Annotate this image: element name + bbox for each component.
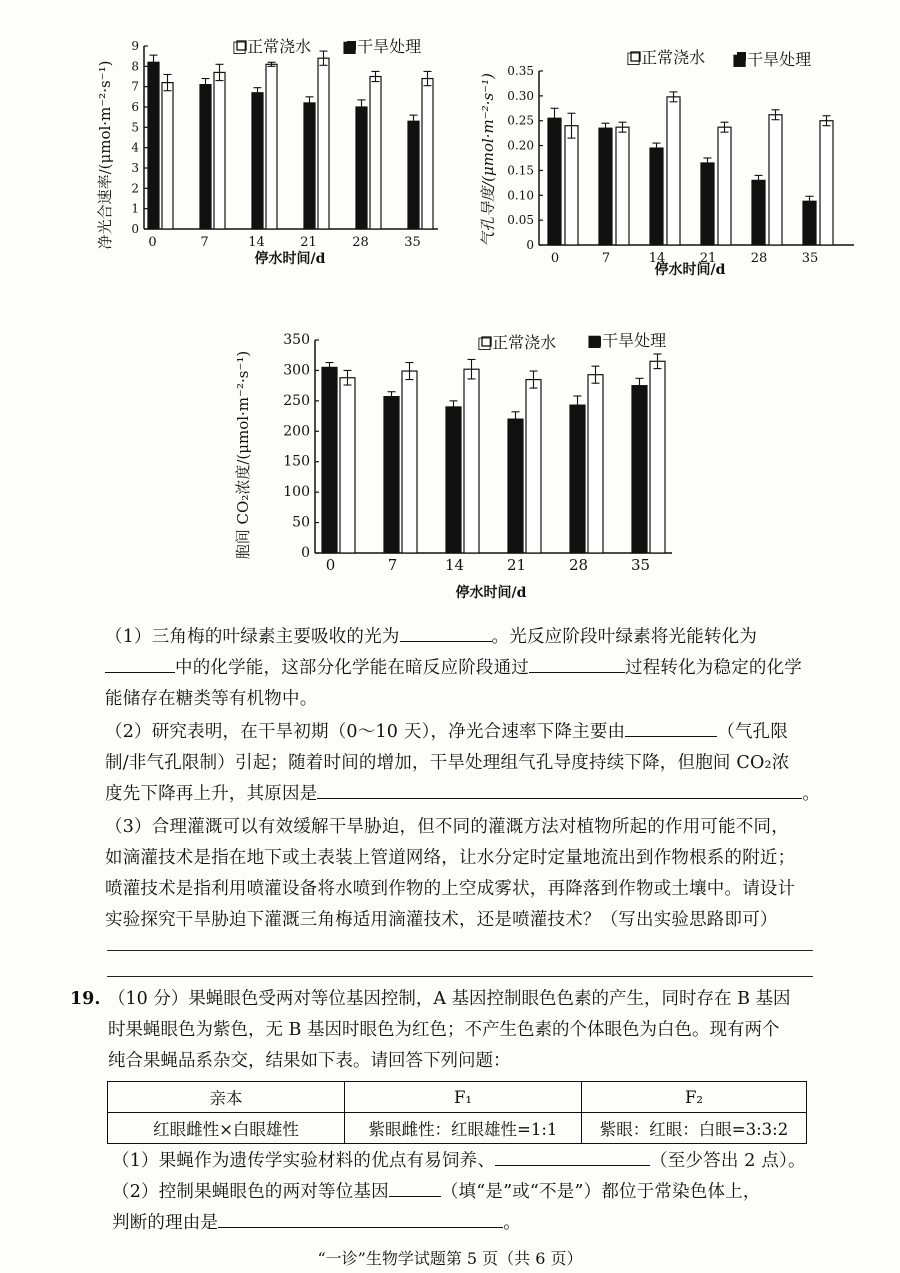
bar	[526, 380, 541, 553]
question-19-parts	[112, 1146, 852, 1239]
text: （至少答出 2 点）。	[650, 1151, 806, 1171]
text: （2）研究表明，在干旱初期（0～10 天），净光合速率下降主要由	[105, 722, 626, 742]
x-tick-label: 14	[648, 251, 666, 266]
bar	[616, 127, 629, 245]
bar	[402, 371, 417, 553]
x-tick-label: 7	[601, 251, 611, 266]
x-axis-label: 停水时间/d	[654, 262, 726, 278]
y-tick-label: 0.30	[507, 88, 534, 103]
x-tick-label: 0	[325, 556, 336, 574]
bar	[508, 419, 523, 553]
y-tick-label: 4	[131, 140, 139, 155]
x-tick-label: 28	[352, 235, 369, 250]
text: 中的化学能，这部分化学能在暗反应阶段通过	[175, 658, 529, 678]
table-row	[108, 1113, 807, 1144]
x-tick-label: 14	[248, 235, 265, 250]
y-tick-label: 0	[131, 222, 139, 236]
cross-results-table	[107, 1081, 807, 1144]
x-tick-label: 21	[699, 251, 717, 266]
text: 。	[802, 784, 821, 804]
bar	[370, 77, 381, 230]
y-tick-label: 0.20	[507, 138, 534, 153]
question-18-parts	[105, 622, 840, 936]
q18-part1-line1	[105, 622, 840, 653]
bar	[701, 163, 714, 245]
answer-blank[interactable]	[495, 1148, 650, 1167]
co2-concentration-chart	[220, 320, 700, 610]
q18-part3-line3: 喷灌技术是指利用喷灌设备将水喷到作物的上空成雾状，再降落到作物或土壤中。请设计	[105, 879, 796, 899]
x-tick-label: 7	[200, 235, 209, 250]
bar	[322, 367, 337, 553]
bar	[769, 115, 782, 245]
header-f2: F₂	[582, 1082, 807, 1113]
y-tick-label: 7	[131, 79, 139, 94]
bar	[820, 121, 833, 245]
q19-line1	[70, 984, 845, 1015]
bar	[588, 375, 603, 553]
bar	[214, 72, 225, 229]
x-tick-label: 0	[550, 251, 560, 266]
bar	[446, 407, 461, 553]
y-tick-label: 50	[292, 514, 310, 531]
q19-line3: 纯合果蝇品系杂交，结果如下表。请回答下列问题：	[108, 1051, 511, 1071]
bar	[200, 85, 211, 229]
text: 。	[503, 1213, 521, 1233]
answer-blank[interactable]	[389, 1179, 441, 1198]
plot-area	[131, 39, 438, 250]
y-axis-label: 净光合速率/(μmol·m⁻²·s⁻¹)	[96, 60, 114, 250]
y-tick-label: 0.10	[507, 188, 534, 203]
answer-line[interactable]	[107, 950, 813, 951]
y-tick-label: 1	[131, 201, 139, 216]
y-tick-label: 0.15	[507, 163, 534, 178]
bar	[464, 369, 479, 553]
q19-part2-line2	[112, 1208, 852, 1239]
text: （2）控制果蝇眼色的两对等位基因	[112, 1182, 389, 1202]
text: 度先下降再上升，其原因是	[105, 784, 318, 804]
header-parent: 亲本	[108, 1082, 345, 1113]
page-footer: “一诊”生物学试题第 5 页（共 6 页）	[317, 1249, 583, 1268]
y-tick-label: 8	[131, 59, 139, 74]
y-tick-label: 0.35	[507, 64, 534, 78]
q18-part2-line2: 制/非气孔限制）引起；随着时间的增加，干旱处理组气孔导度持续下降，但胞间 CO₂浓	[105, 753, 790, 773]
x-tick-label: 28	[568, 556, 589, 574]
bar	[803, 201, 816, 245]
y-tick-label: 0	[301, 545, 310, 561]
y-tick-label: 300	[283, 362, 310, 379]
y-tick-label: 100	[283, 484, 310, 501]
legend-drought: ■干旱处理	[587, 331, 667, 350]
bar	[408, 121, 419, 229]
bar	[667, 97, 680, 245]
legend-drought: ■干旱处理	[732, 50, 812, 69]
q19-part2-line1	[112, 1177, 852, 1208]
plot-area	[283, 332, 672, 574]
text: 。光反应阶段叶绿素将光能转化为	[491, 627, 758, 647]
q19-line2: 时果蝇眼色为紫色，无 B 基因时眼色为红色；不产生色素的个体眼色为白色。现有两个	[108, 1020, 780, 1040]
bar	[340, 378, 355, 553]
y-tick-label: 150	[283, 453, 310, 470]
y-tick-label: 3	[131, 161, 139, 175]
legend-drought: ■干旱处理	[342, 37, 422, 56]
bar	[356, 107, 367, 229]
q19-part1	[112, 1146, 852, 1177]
y-tick-label: 6	[131, 100, 139, 114]
text: （填“是”或“不是”）都位于常染色体上，	[440, 1182, 761, 1202]
bar	[650, 361, 665, 553]
y-tick-label: 0.05	[507, 213, 534, 228]
text: 过程转化为稳定的化学	[625, 658, 802, 678]
text: （气孔限	[717, 722, 789, 742]
text: （10 分）果蝇眼色受两对等位基因控制，A 基因控制眼色色素的产生，同时存在 B 基因	[108, 989, 791, 1009]
x-tick-label: 28	[750, 251, 768, 266]
stomatal-conductance-chart	[450, 0, 900, 285]
plot-area	[507, 64, 854, 266]
question-19	[70, 984, 845, 1077]
bar	[650, 148, 663, 245]
cell-f1: 紫眼雌性：红眼雄性=1:1	[345, 1113, 582, 1144]
bar	[148, 62, 159, 229]
answer-blank[interactable]	[218, 1210, 503, 1229]
text: （1）三角梅的叶绿素主要吸收的光为	[105, 627, 400, 647]
x-tick-label: 21	[300, 235, 317, 250]
x-axis-label: 停水时间/d	[254, 251, 326, 267]
bar	[599, 128, 612, 245]
bar	[266, 64, 277, 229]
x-tick-label: 35	[801, 251, 819, 266]
q18-part1-line2	[105, 653, 840, 684]
y-tick-label: 9	[131, 39, 139, 53]
y-tick-label: 250	[283, 392, 310, 409]
x-axis-label: 停水时间/d	[455, 585, 527, 601]
text: （1）果蝇作为遗传学实验材料的优点有易饲养、	[112, 1151, 496, 1171]
q18-part2-line1	[105, 717, 840, 748]
stomatal-chart-svg	[450, 0, 900, 285]
bar	[718, 127, 731, 245]
legend-normal: □正常浇水	[626, 48, 706, 67]
header-f1: F₁	[345, 1082, 582, 1113]
y-tick-label: 5	[131, 120, 139, 135]
y-tick-label: 0	[526, 238, 534, 252]
x-tick-label: 14	[444, 556, 465, 574]
bar	[162, 83, 173, 229]
x-tick-label: 35	[630, 556, 651, 574]
bar	[632, 386, 647, 553]
q18-part3-line1: （3）合理灌溉可以有效缓解干旱胁迫，但不同的灌溉方法对植物所起的作用可能不同，	[105, 817, 789, 837]
legend-normal: □正常浇水	[232, 37, 312, 56]
bar	[752, 180, 765, 245]
answer-blank[interactable]	[625, 719, 717, 738]
y-tick-label: 350	[283, 332, 310, 348]
y-tick-label: 2	[131, 181, 139, 196]
bar	[304, 103, 315, 229]
co2-chart-svg	[220, 320, 700, 610]
question-number: 19.	[70, 989, 101, 1009]
photosynthesis-chart-svg	[0, 0, 450, 280]
x-tick-label: 21	[506, 556, 527, 574]
bar	[384, 397, 399, 553]
photosynthesis-chart	[0, 0, 450, 280]
x-tick-label: 0	[148, 235, 157, 250]
answer-line[interactable]	[107, 976, 813, 977]
x-tick-label: 7	[387, 556, 398, 574]
bar	[318, 58, 329, 229]
bar	[422, 79, 433, 229]
q18-part1-line3: 能储存在糖类等有机物中。	[105, 689, 318, 709]
bar	[570, 405, 585, 553]
text: 判断的理由是	[112, 1213, 219, 1233]
cell-parent: 红眼雌性×白眼雄性	[108, 1113, 345, 1144]
q18-part2-line3	[105, 779, 840, 810]
y-axis-label: 胞间 CO₂浓度/(μmol·m⁻²·s⁻¹)	[234, 350, 252, 560]
x-tick-label: 35	[404, 235, 421, 250]
y-tick-label: 200	[283, 423, 310, 440]
cell-f2: 紫眼：红眼：白眼=3:3:2	[582, 1113, 807, 1144]
table-header-row	[108, 1082, 807, 1113]
y-axis-label: 气孔导度/(μmol·m⁻²·s⁻¹)	[479, 73, 497, 247]
bar	[565, 126, 578, 245]
legend-normal: □正常浇水	[477, 333, 557, 352]
answer-blank[interactable]	[400, 624, 492, 643]
bar	[548, 118, 561, 245]
answer-blank[interactable]	[317, 781, 802, 800]
bar	[252, 93, 263, 229]
y-tick-label: 0.25	[507, 113, 534, 128]
answer-blank[interactable]	[529, 655, 625, 674]
answer-blank[interactable]	[105, 655, 175, 674]
q18-part3-line4: 实验探究干旱胁迫下灌溉三角梅适用滴灌技术，还是喷灌技术？（写出实验思路即可）	[105, 910, 778, 930]
q18-part3-line2: 如滴灌技术是指在地下或土表装上管道网络，让水分定时定量地流出到作物根系的附近；	[105, 848, 796, 868]
